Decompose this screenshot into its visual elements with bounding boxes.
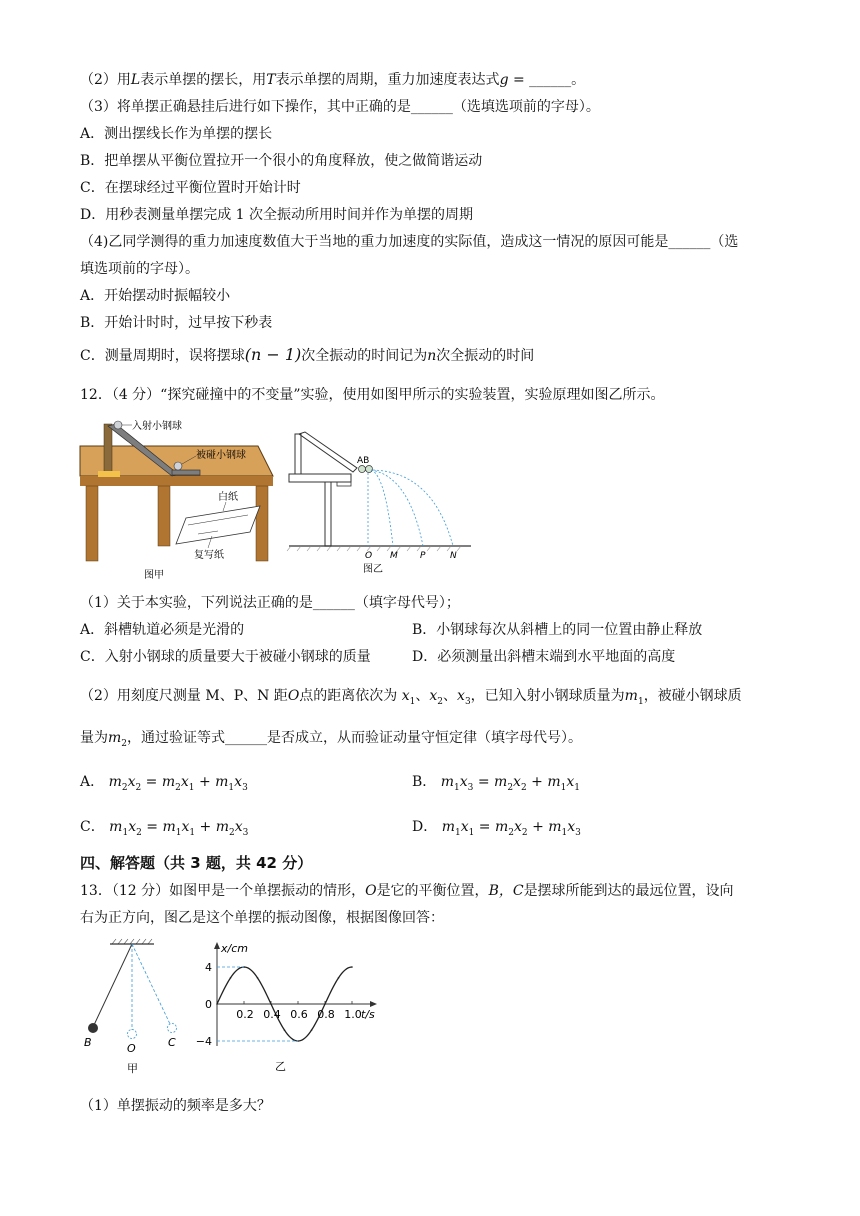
q12-option-c	[80, 817, 248, 843]
chute-end	[172, 470, 200, 475]
figure-principle-yi	[285, 430, 475, 576]
y-tick-label: 0	[205, 998, 212, 1011]
bob-c	[168, 1024, 177, 1033]
q12-option-d	[412, 817, 581, 843]
x-tick-label: 0.4	[263, 1008, 281, 1021]
var-m2: $m_2$	[108, 730, 128, 749]
data-point	[311, 1029, 313, 1031]
label-carbon-paper: 复写纸	[194, 550, 224, 561]
leader-line	[223, 502, 226, 511]
q11-part3-option-c: C．在摆球经过平衡位置时开始计时	[80, 180, 301, 196]
stand-post	[295, 434, 301, 474]
q11-part4-option-a: A．开始摆动时振幅较小	[80, 288, 231, 304]
text: ，已知入射小钢球质量为	[470, 688, 625, 704]
q12-part1-option-a: A．斜槽轨道必须是光滑的	[80, 622, 245, 638]
var-x1: $x_1$	[401, 688, 416, 707]
option-letter: A．	[80, 774, 105, 790]
incident-ball	[114, 421, 122, 429]
q13-stem-line1	[80, 881, 734, 901]
trajectory-n	[373, 470, 453, 546]
y-axis-arrow	[214, 942, 220, 949]
var-g: g	[499, 72, 509, 88]
x-axis-label: t/s	[361, 1008, 375, 1021]
table-edge	[80, 476, 273, 486]
q12-stem: 12．（4 分）“探究碰撞中的不变量”实验，使用如图甲所示的实验装置，实验原理如图乙所示。	[80, 387, 665, 403]
ball-b	[366, 466, 373, 473]
x-tick-label: 0.8	[317, 1008, 335, 1021]
y-axis-label: x/cm	[221, 942, 248, 955]
text: ，被碰小钢球质	[643, 688, 742, 704]
label-c: C	[168, 1036, 176, 1049]
text: 是摆球所能到达的最远位置，设向	[523, 883, 734, 899]
data-point	[216, 1003, 218, 1005]
var-x3: $x_3$	[457, 688, 471, 707]
text: 表示单摆的周期，重力加速度表达式	[275, 72, 500, 88]
ball-a	[359, 466, 366, 473]
q11-part4-option-b: B．开始计时时，过早按下秒表	[80, 315, 273, 331]
formula-b: $m_1x_3 = m_2x_2 + m_1x_1$	[440, 774, 580, 793]
text: 量为	[80, 730, 108, 746]
q11-part3: （3）将单摆正确悬挂后进行如下操作，其中正确的是______（选填选项前的字母）。	[80, 99, 600, 115]
q12-part1-option-b: B．小钢球每次从斜槽上的同一位置由静止释放	[412, 622, 703, 638]
label-b: B	[84, 1036, 92, 1049]
option-letter: B．	[412, 774, 437, 790]
q13-part1: （1）单摆振动的频率是多大？	[80, 1098, 271, 1114]
q11-part3-option-a: A．测出摆线长作为单摆的摆长	[80, 126, 273, 142]
q12-part1: （1）关于本实验，下列说法正确的是______（填字母代号）；	[80, 595, 460, 611]
q12-option-b	[412, 772, 580, 798]
string-b	[94, 944, 132, 1025]
trajectory-p	[371, 470, 423, 546]
table-leg	[158, 486, 170, 546]
figure-vibration-graph	[195, 938, 385, 1078]
x-tick-label: 0.2	[236, 1008, 254, 1021]
text: 点的距离依次为	[299, 688, 398, 704]
chute	[299, 432, 357, 472]
q11-part4-option-c	[80, 345, 534, 366]
var-n: n	[427, 348, 437, 364]
answer-blank: = ______。	[508, 72, 586, 88]
data-point	[284, 1029, 286, 1031]
q11-part3-option-b: B．把单摆从平衡位置拉开一个很小的角度释放，使之做简谐运动	[80, 153, 483, 169]
ceiling-hatching	[112, 939, 152, 944]
tick-o: O	[365, 551, 373, 561]
text: 次全振动的时间	[436, 348, 535, 364]
stand-base	[98, 471, 120, 477]
trajectory-m	[371, 470, 393, 546]
y-tick-label: −4	[195, 1035, 212, 1048]
x-axis-arrow	[370, 1001, 377, 1007]
q12-part1-option-d: D．必须测量出斜槽末端到水平地面的高度	[412, 649, 676, 665]
x-tick-label: 1.0	[344, 1008, 362, 1021]
q12-part2-line2	[80, 728, 582, 754]
caption-yi: 图乙	[363, 564, 383, 575]
figure-pendulum-jia	[82, 938, 190, 1078]
text: 表示单摆的摆长，用	[140, 72, 267, 88]
x-tick-label: 0.6	[290, 1008, 308, 1021]
table-leg	[256, 486, 268, 561]
table-top	[289, 474, 351, 482]
label-incident-ball: 入射小钢球	[132, 421, 182, 432]
text: 次全振动的时间记为	[301, 348, 428, 364]
var-T: T	[266, 72, 276, 88]
formula-a: $m_2x_2 = m_2x_1 + m_1x_3$	[108, 774, 248, 793]
q12-part2-line1: （2）用刻度尺测量 M、P、N 距O点的距离依次为 $x_1$、$x_2$、$x_3$，已知入射小钢球质量为$m_1$，被碰小钢球质	[80, 688, 742, 707]
q11-part2	[80, 70, 585, 90]
caption-jia: 图甲	[144, 570, 164, 581]
option-letter: C．	[80, 819, 105, 835]
formula-d: $m_1x_1 = m_2x_2 + m_1x_3$	[441, 819, 581, 838]
q12-option-a	[80, 772, 248, 798]
var-L: L	[130, 72, 141, 88]
table-leg	[325, 482, 331, 546]
caption-jia: 甲	[127, 1062, 138, 1075]
data-point	[338, 977, 340, 979]
label-white-paper: 白纸	[218, 492, 238, 503]
var-x2: $x_2$	[429, 688, 444, 707]
expr-n-minus-1: (n − 1)	[244, 345, 302, 364]
data-point	[351, 966, 353, 968]
text: （2）用	[80, 72, 131, 88]
q11-part4-line1: （4)乙同学测得的重力加速度数值大于当地的重力加速度的实际值，造成这一情况的原因可能是______（选	[80, 234, 739, 250]
target-ball	[174, 462, 182, 470]
var-BC: B，C	[488, 883, 524, 899]
formula-c: $m_1x_2 = m_1x_1 + m_2x_3$	[109, 819, 249, 838]
figure-apparatus-jia	[78, 416, 278, 581]
data-point	[230, 977, 232, 979]
tick-m: M	[390, 551, 398, 561]
text: 13．（12 分）如图甲是一个单摆振动的情形，	[80, 883, 366, 899]
section-4-title: 四、解答题（共 3 题，共 42 分）	[80, 854, 313, 872]
bob-o	[128, 1030, 137, 1039]
text: ，通过验证等式______是否成立，从而验证动量守恒定律（填字母代号）。	[127, 730, 583, 746]
bob-b	[88, 1023, 98, 1033]
q12-part1-option-c: C．入射小钢球的质量要大于被碰小钢球的质量	[80, 649, 371, 665]
data-point	[257, 977, 259, 979]
text: C．测量周期时，误将摆球	[80, 348, 245, 364]
q11-part4-line2: 填选项前的字母）。	[80, 261, 199, 277]
text: 是它的平衡位置，	[376, 883, 489, 899]
tick-n: N	[450, 551, 457, 561]
option-letter: D．	[412, 819, 438, 835]
label-o: O	[127, 1042, 136, 1055]
q13-stem-line2: 右为正方向，图乙是这个单摆的振动图像，根据图像回答：	[80, 910, 444, 926]
label-target-ball: 被碰小钢球	[196, 450, 246, 461]
chute-support	[337, 482, 351, 486]
label-ab: AB	[357, 456, 370, 466]
var-m1: $m_1$	[624, 688, 644, 707]
var-O: O	[365, 883, 377, 899]
q11-part3-option-d: D．用秒表测量单摆完成 1 次全振动所用时间并作为单摆的周期	[80, 207, 474, 223]
caption-yi: 乙	[275, 1060, 286, 1073]
table-leg	[86, 486, 98, 561]
text: （2）用刻度尺测量 M、P、N 距	[80, 688, 288, 704]
y-tick-label: 4	[205, 961, 212, 974]
tick-p: P	[420, 551, 426, 561]
var-O: O	[287, 688, 300, 704]
stand-post	[104, 424, 112, 476]
string-c	[132, 944, 170, 1024]
